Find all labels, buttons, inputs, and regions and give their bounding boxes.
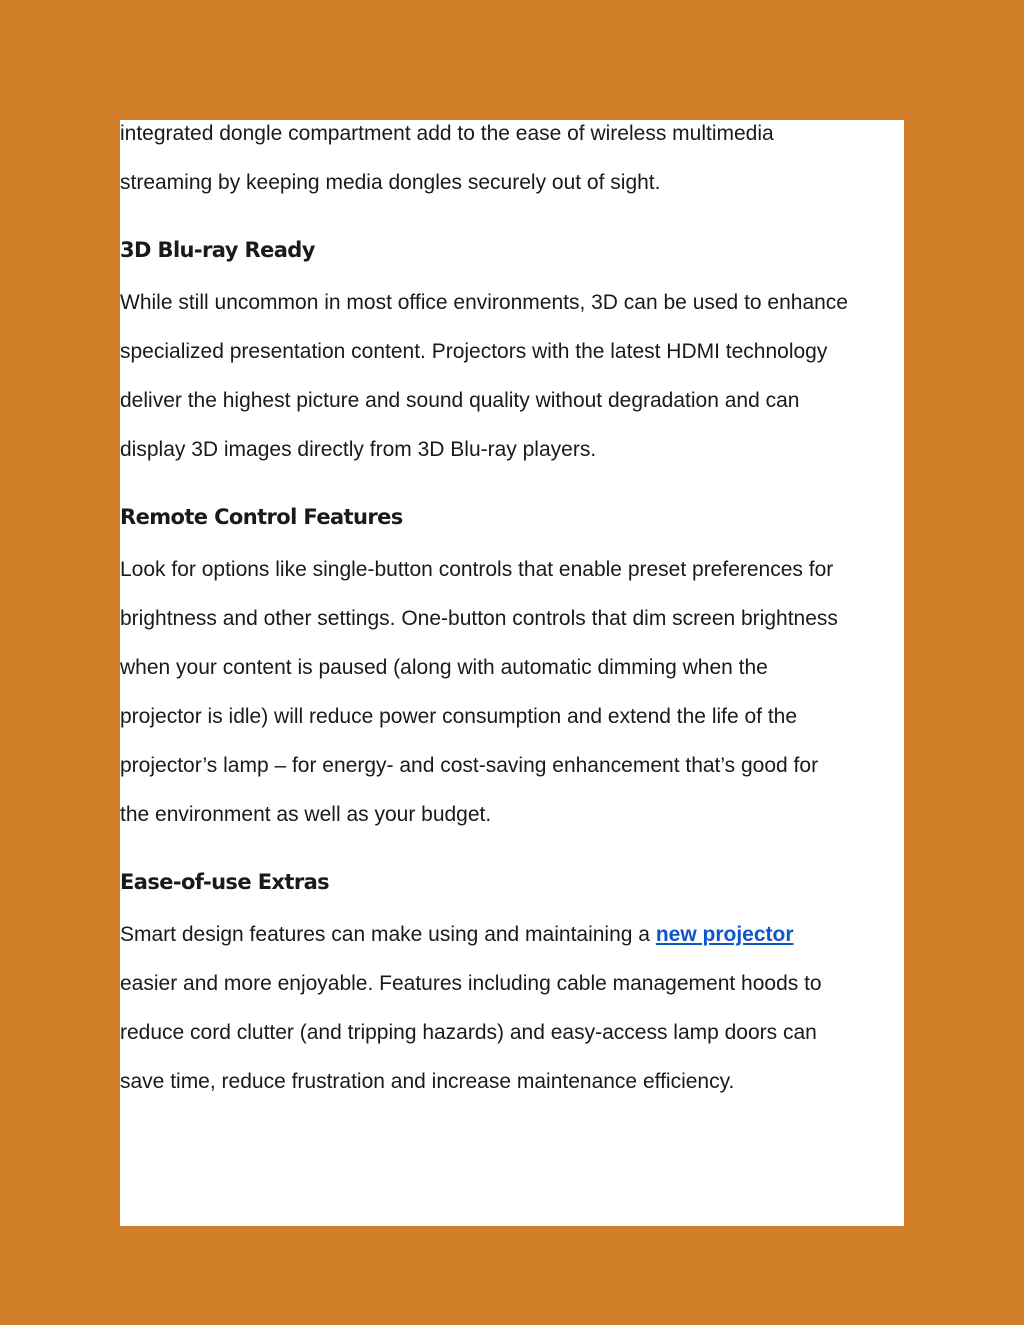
text-line: the environment as well as your budget. [120, 803, 492, 826]
text-line: specialized presentation content. Projectors with the latest HDMI technology [120, 340, 828, 363]
text-line: projector is idle) will reduce power consumption and extend the life of the [120, 705, 798, 728]
text-line: deliver the highest picture and sound quality without degradation and can [120, 389, 800, 412]
text-line: brightness and other settings. One-button controls that dim screen brightness [120, 607, 838, 630]
text-line: save time, reduce frustration and increase maintenance efficiency. [120, 1070, 735, 1093]
text-line: easier and more enjoyable. Features including cable management hoods to [120, 972, 822, 995]
text-line: projector’s lamp – for energy- and cost-saving enhancement that’s good for [120, 754, 819, 777]
text-line: reduce cord clutter (and tripping hazards) and easy-access lamp doors can [120, 1021, 817, 1044]
bluray-paragraph [120, 278, 904, 474]
remote-control-paragraph [120, 545, 904, 839]
text-line: integrated dongle compartment add to the ease of wireless multimedia [120, 122, 774, 145]
section-heading-remote-control: Remote Control Features [120, 505, 403, 529]
ease-of-use-paragraph [120, 910, 904, 1106]
text-line [120, 910, 904, 959]
text-line: when your content is paused (along with automatic dimming when the [120, 656, 768, 679]
text-line: display 3D images directly from 3D Blu-ray players. [120, 438, 597, 461]
document-page [120, 120, 904, 1226]
section-heading-ease-of-use: Ease-of-use Extras [120, 870, 330, 894]
text-line: While still uncommon in most office environments, 3D can be used to enhance [120, 291, 848, 314]
text-line: Look for options like single-button controls that enable preset preferences for [120, 558, 834, 581]
section-heading-3d-bluray: 3D Blu-ray Ready [120, 238, 315, 262]
new-projector-link[interactable]: new projector [655, 923, 794, 946]
text-line-prefix: Smart design features can make using and maintaining a [120, 923, 656, 946]
document-content [120, 120, 904, 1106]
text-line: streaming by keeping media dongles securely out of sight. [120, 171, 661, 194]
intro-paragraph [120, 120, 904, 207]
